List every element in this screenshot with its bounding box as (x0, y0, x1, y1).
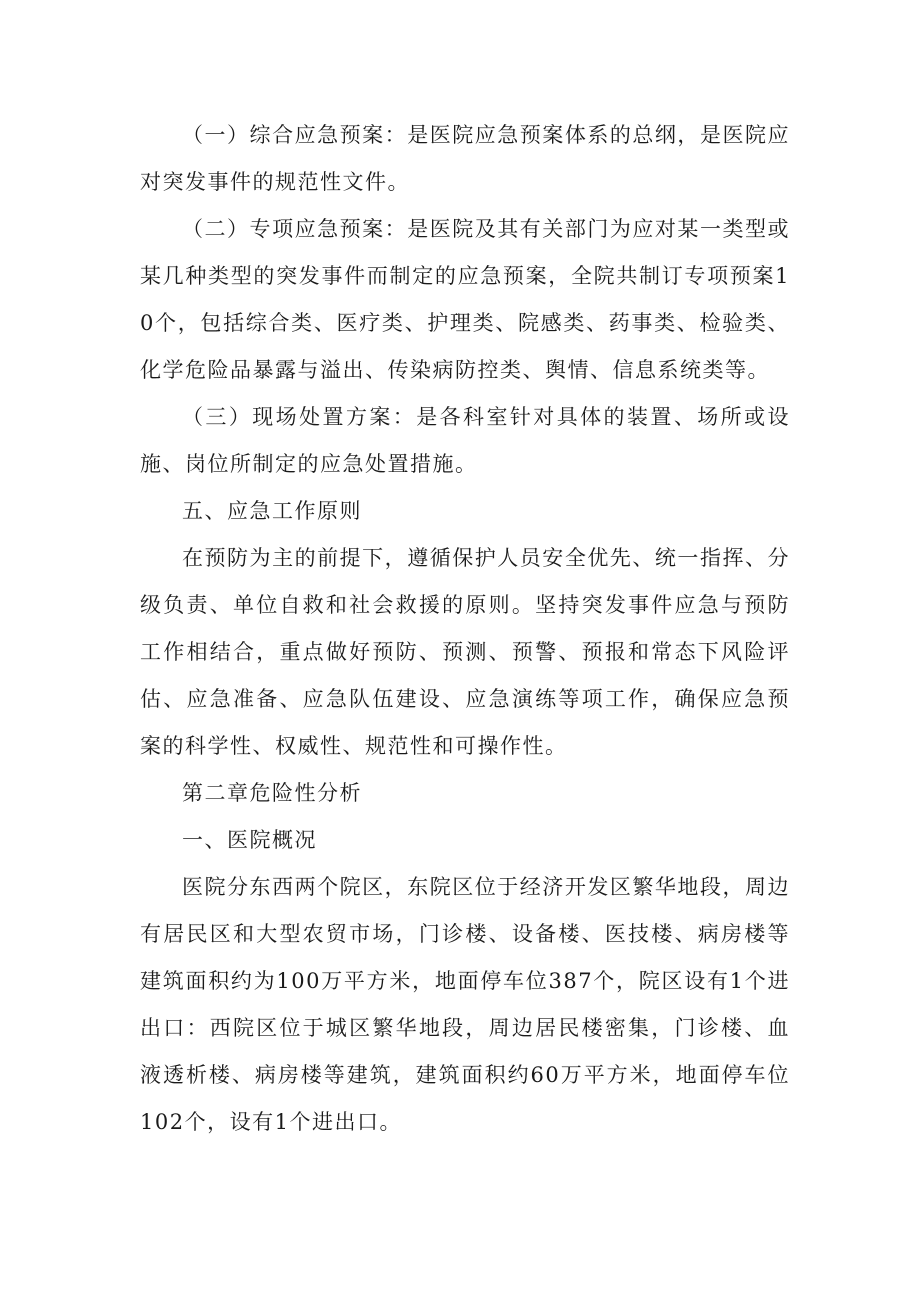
paragraph-comprehensive-plan: （一）综合应急预案：是医院应急预案体系的总纲，是医院应对突发事件的规范性文件。 (140, 123, 790, 194)
paragraph-onsite-plan: （三）现场处置方案：是各科室针对具体的装置、场所或设施、岗位所制定的应急处置措施。 (140, 405, 790, 476)
paragraph-hospital-overview: 医院分东西两个院区，东院区位于经济开发区繁华地段，周边有居民区和大型农贸市场，门诊楼、设备楼、医技楼、病房楼等建筑面积约为100万平方米，地面停车位387个，院区设有1个进出口：西院区位于城区繁华地段，周边居民楼密集，门诊楼、血液透析楼、病房楼等建筑，建筑面积约60万平方米，地面停车位102个，设有1个进出口。 (140, 875, 790, 1134)
section-heading-principles: 五、应急工作原则 (182, 499, 362, 523)
document-body (140, 112, 790, 1146)
paragraph-principles: 在预防为主的前提下，遵循保护人员安全优先、统一指挥、分级负责、单位自救和社会救援的原则。坚持突发事件应急与预防工作相结合，重点做好预防、预测、预警、预报和常态下风险评估、应急准备、应急队伍建设、应急演练等项工作，确保应急预案的科学性、权威性、规范性和可操作性。 (140, 546, 790, 758)
section-heading-hospital-overview: 一、医院概况 (182, 828, 317, 852)
paragraph-special-plan: （二）专项应急预案：是医院及其有关部门为应对某一类型或某几种类型的突发事件而制定的应急预案，全院共制订专项预案10个，包括综合类、医疗类、护理类、院感类、药事类、检验类、化学危险品暴露与溢出、传染病防控类、舆情、信息系统类等。 (140, 217, 790, 382)
chapter-heading-risk-analysis: 第二章危险性分析 (182, 781, 362, 805)
